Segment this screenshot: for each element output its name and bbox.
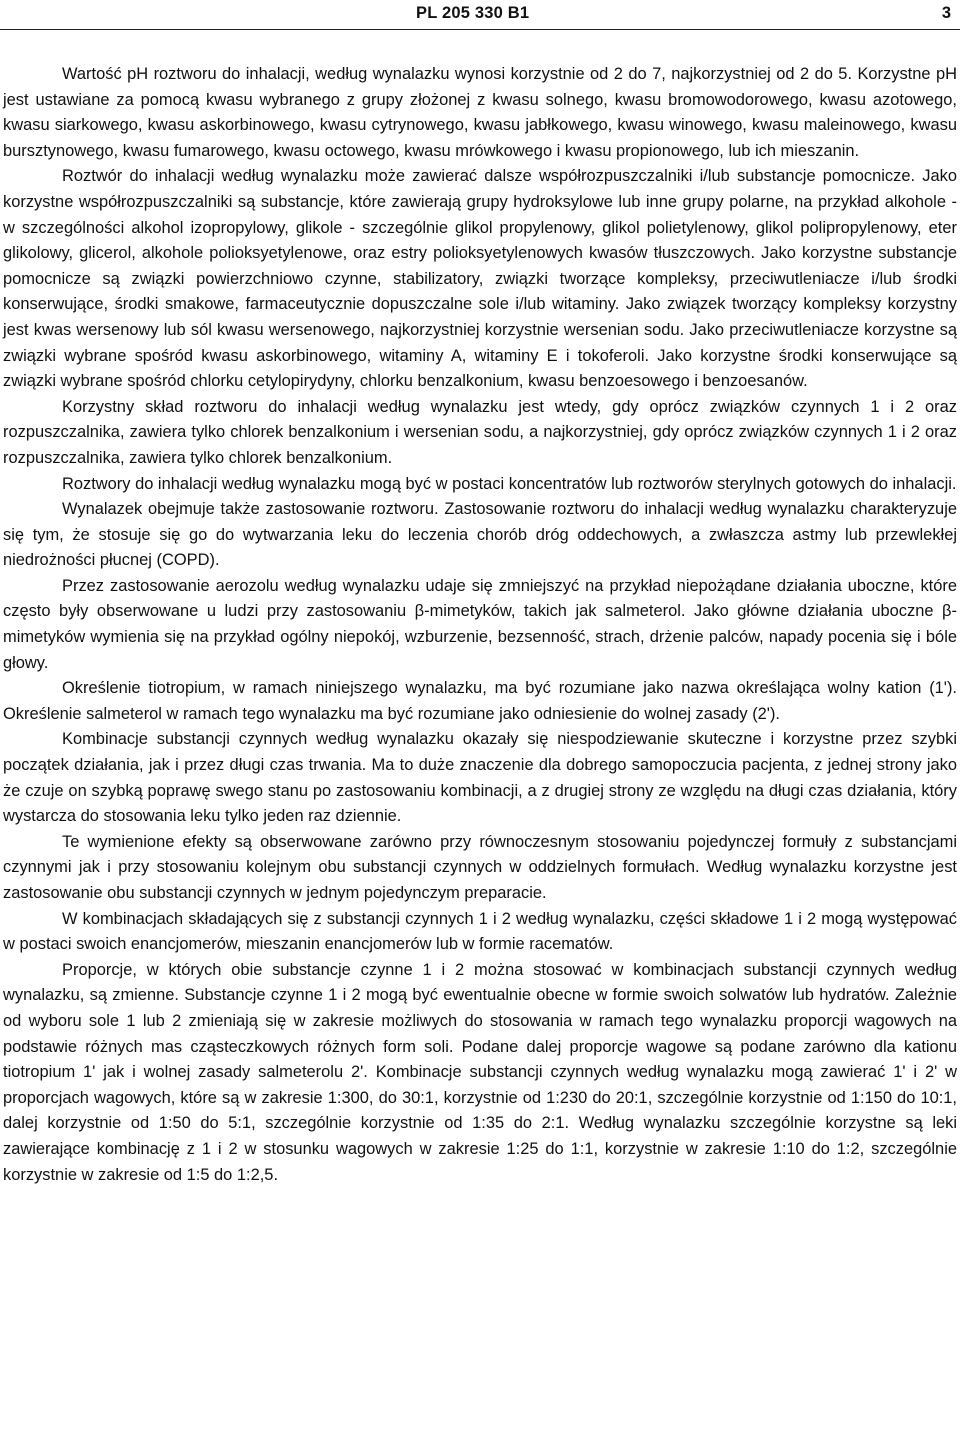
paragraph-side-effects: Przez zastosowanie aerozolu według wynalazku udaje się zmniejszyć na przykład niepożądane działania uboczne, które często były obserwowane u ludzi przy zastosowaniu β-mimetyków, takich jak salmeterol. Jako główne działania uboczne β-mimetyków wymienia się na przykład ogólny niepokój, wzburzenie, bezsenność, strach, drżenie palców, napady pocenia się i bóle głowy. — [3, 576, 957, 672]
paragraph-use: Wynalazek obejmuje także zastosowanie roztworu. Zastosowanie roztworu do inhalacji według wynalazku charakteryzuje się tym, że stosuje się go do wytwarzania leku do leczenia chorób dróg oddechowych, a zwłaszcza astmy lub przewlekłej niedrożności płucnej (COPD). — [3, 500, 957, 570]
paragraph-preferred-composition: Korzystny skład roztworu do inhalacji według wynalazku jest wtedy, gdy oprócz związków czynnych 1 i 2 oraz rozpuszczalnika, zawiera tylko chlorek benzalkonium i wersenian sodu, a najkorzystniej, gdy oprócz związków czynnych 1 i 2 oraz rozpuszczalnika, zawiera tylko chlorek benzalkonium. — [3, 397, 957, 467]
paragraph-proportions: Proporcje, w których obie substancje czynne 1 i 2 można stosować w kombinacjach substancji czynnych według wynalazku, są zmienne. Substancje czynne 1 i 2 mogą być ewentualnie obecne w formie swoich solwatów lub hydratów. Zależnie od wyboru sole 1 lub 2 zmieniają się w zakresie możliwych do stosowania w ramach tego wynalazku proporcji wagowych na podstawie różnych mas cząsteczkowych różnych form soli. Podane dalej proporcje wagowe są podane zarówno dla kationu tiotropium 1' jak i wolnej zasady salmeterolu 2'. Kombinacje substancji czynnych według wynalazku mogą zawierać 1' i 2' w proporcjach wagowych, które są w zakresie 1:300, do 30:1, korzystnie od 1:230 do 20:1, szczególnie korzystnie od 1:150 do 10:1, dalej korzystnie od 1:50 do 5:1, szczególnie korzystnie od 1:35 do 2:1. Według wynalazku szczególnie korzystne są leki zawierające kombinację z 1 i 2 w stosunku wagowych w zakresie 1:25 do 1:1, korzystnie w zakresie 1:10 do 1:2, szczególnie korzystnie w zakresie od 1:5 do 1:2,5. — [3, 960, 957, 1184]
document-body — [3, 62, 957, 1188]
paragraph-solution-forms: Roztwory do inhalacji według wynalazku mogą być w postaci koncentratów lub roztworów sterylnych gotowych do inhalacji. — [62, 474, 957, 493]
patent-number: PL 205 330 B1 — [416, 4, 530, 22]
paragraph-enantiomers: W kombinacjach składających się z substancji czynnych 1 i 2 według wynalazku, części składowe 1 i 2 mogą występować w postaci swoich enancjomerów, mieszanin enancjomerów lub w formie racematów. — [3, 909, 957, 954]
paragraph-ph-value: Wartość pH roztworu do inhalacji, według wynalazku wynosi korzystnie od 2 do 7, najkorzystniej od 2 do 5. Korzystne pH jest ustawiane za pomocą kwasu wybranego z grupy złożonej z kwasu solnego, kwasu bromowodorowego, kwasu azotowego, kwasu siarkowego, kwasu askorbinowego, kwasu cytrynowego, kwasu jabłkowego, kwasu winowego, kwasu maleinowego, kwasu bursztynowego, kwasu fumarowego, kwasu octowego, kwasu mrówkowego i kwasu propionowego, lub ich mieszanin. — [3, 65, 957, 160]
paragraph-cosolvents: Roztwór do inhalacji według wynalazku może zawierać dalsze współrozpuszczalniki i/lub substancje pomocnicze. Jako korzystne współrozpuszczalniki są substancje, które zawierają grupy hydroksylowe lub inne grupy polarne, na przykład alkohole - w szczególności alkohol izopropylowy, glikole - szczególnie glikol propylenowy, glikol polietylenowy, glikol polipropylenowy, eter glikolowy, glicerol, alkohole polioksyetylenowe, oraz estry polioksyetylenowych kwasów tłuszczowych. Jako korzystne substancje pomocnicze są związki powierzchniowo czynne, stabilizatory, związki tworzące kompleksy, przeciwutleniacze i/lub środki konserwujące, środki smakowe, farmaceutycznie dopuszczalne sole i/lub witaminy. Jako związek tworzący kompleksy korzystny jest kwas wersenowy lub sól kwasu wersenowego, najkorzystniej korzystnie wersenian sodu. Jako przeciwutleniacze korzystne są związki wybrane spośród kwasu askorbinowego, witaminy A, witaminy E i tokoferoli. Jako korzystne środki konserwujące są związki wybrane spośród chlorku cetylopirydyny, chlorku benzalkonium, kwasu benzoesowego i benzoesanów. — [3, 167, 957, 391]
header-divider — [0, 29, 960, 30]
paragraph-formulation: Te wymienione efekty są obserwowane zarówno przy równoczesnym stosowaniu pojedynczej formuły z substancjami czynnymi jak i przy stosowaniu kolejnym obu substancji czynnych w oddzielnych formułach. Według wynalazku korzystne jest zastosowanie obu substancji czynnych w jednym pojedynczym preparacie. — [3, 832, 957, 902]
page-number: 3 — [941, 4, 951, 22]
paragraph-definitions: Określenie tiotropium, w ramach niniejszego wynalazku, ma być rozumiane jako nazwa określająca wolny kation (1'). Określenie salmeterol w ramach tego wynalazku ma być rozumiane jako odniesienie do wolnej zasady (2'). — [3, 679, 957, 723]
paragraph-combination-effect: Kombinacje substancji czynnych według wynalazku okazały się niespodziewanie skuteczne i korzystne przez szybki początek działania, jak i przez długi czas trwania. Ma to duże znaczenie dla dobrego samopoczucia pacjenta, z jednej strony jako że czuje on szybką poprawę swego stanu po zastosowaniu kombinacji, a z drugiej strony ze względu na długi czas działania, który wystarcza do stosowania leku tylko jeden raz dziennie. — [3, 730, 957, 826]
page-header — [0, 0, 960, 26]
